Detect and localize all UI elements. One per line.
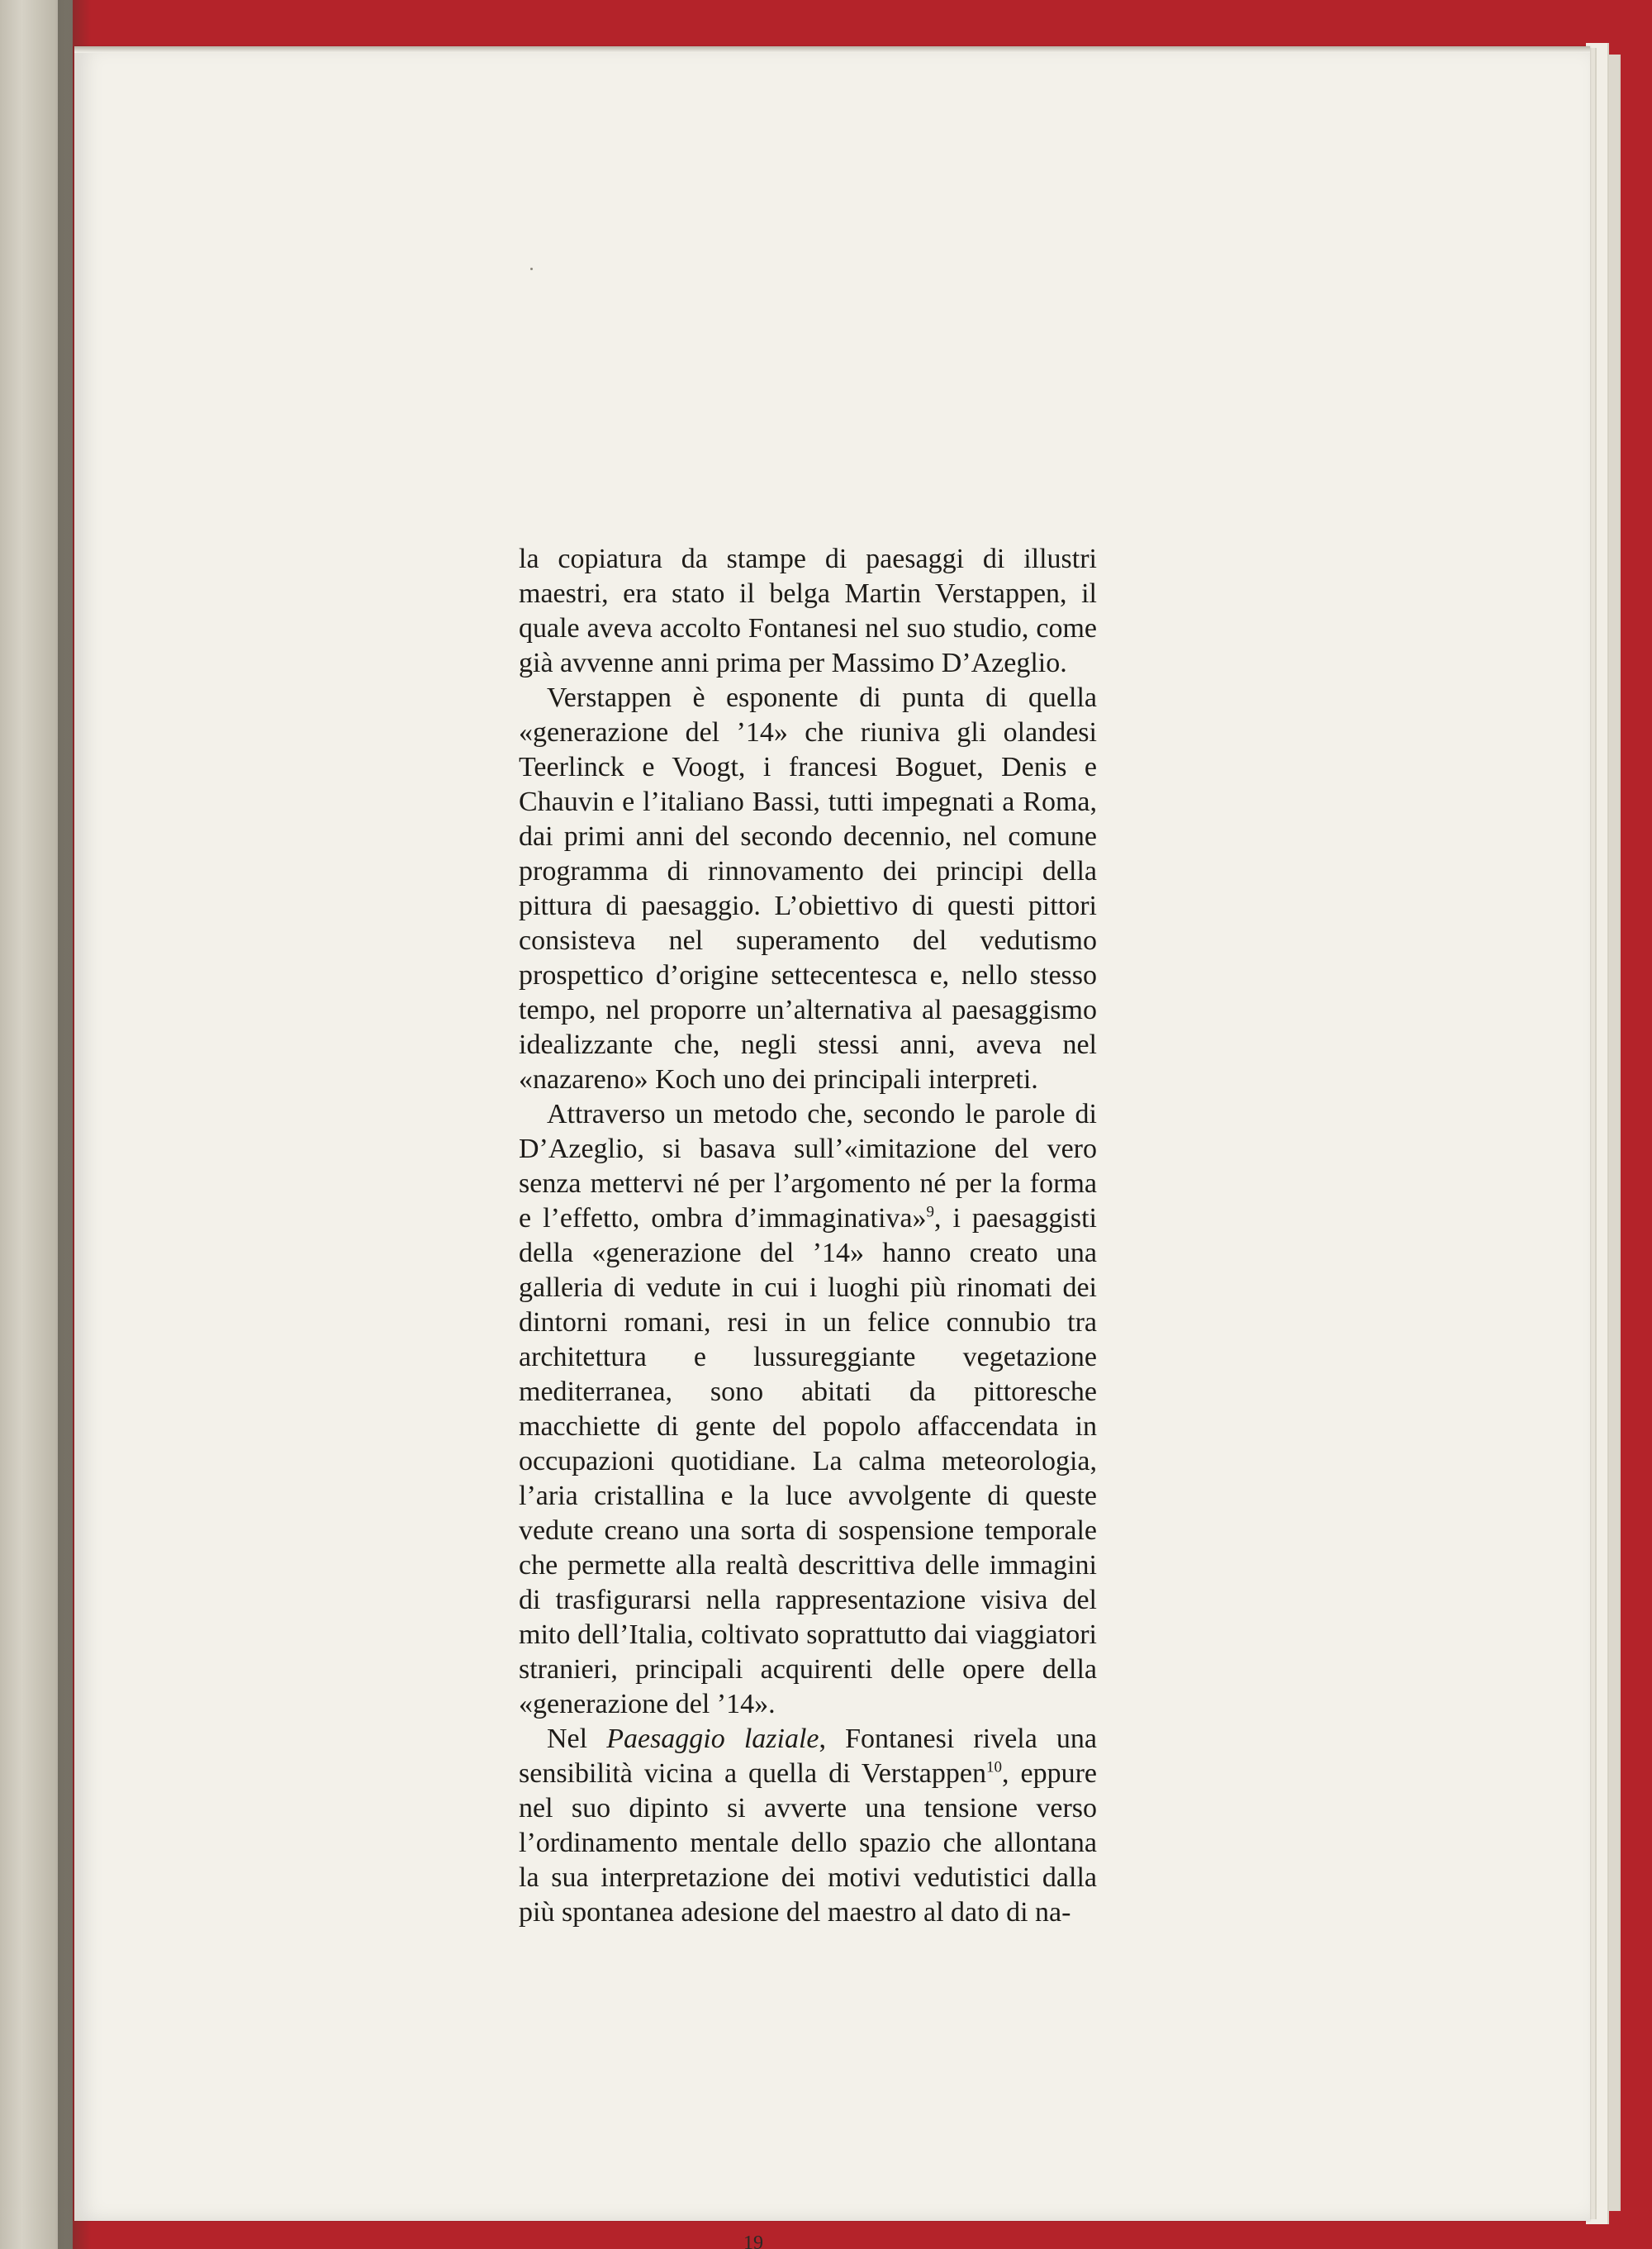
footnote-marker: 10 [985,1758,1002,1776]
body-text [519,542,1097,1930]
page-number: 19 [743,2232,763,2249]
paragraph [519,1097,1097,1722]
paragraph [519,681,1097,1097]
paragraph-text: , eppure nel suo dipinto si avverte una tensione verso l’ordinamento mentale dello spazio che allontana la sua interpretazione dei motivi vedutistici dalla più spontanea adesione del maestro al dato di na- [519,1758,1097,1928]
paragraph-text: Nel [547,1724,607,1754]
footnote-marker: 9 [926,1203,935,1221]
paragraph-text: la copiatura da stampe di paesaggi di illustri maestri, era stato il belga Martin Verstappen, il quale aveva accolto Fontanesi nel suo studio, come già avvenne anni prima per Massimo D’Azeglio. [519,544,1097,678]
paragraph-text: , Fontanesi rivela una sensibilità vicina a quella di Verstappen [519,1724,1098,1789]
paragraph-text: Verstappen è esponente di punta di quella «generazione del ’14» che riuniva gli olandesi Teerlinck e Voogt, i francesi Boguet, Denis e Chauvin e l’italiano Bassi, tutti impegnati a Roma, dai primi anni del secondo decennio, nel comune programma di rinnovamento dei principi della pittura di paesaggio. L’obiettivo di questi pittori consisteva nel superamento del vedutismo prospettico d’origine settecentesca e, nello stesso tempo, nel proporre un’alternativa al paesaggismo idealizzante che, negli stessi anni, aveva nel «nazareno» Koch uno dei principali interpreti. [519,682,1097,1095]
paragraph [519,1722,1097,1930]
artwork-title: Paesaggio laziale [606,1724,819,1754]
paragraph [519,542,1097,681]
paper-speck [530,268,533,270]
book-page [74,46,1590,2221]
page-top-edge [74,46,1590,53]
paragraph-text: Attraverso un metodo che, secondo le parole di D’Azeglio, si basava sull’«imitazione del vero senza mettervi né per l’argomento né per la forma e l’effetto, ombra d’immaginativa» [519,1099,1097,1234]
paragraph-text: , i paesaggisti della «generazione del ’14» hanno creato una galleria di vedute in cui i luoghi più rinomati dei dintorni romani, resi in un felice connubio tra architettura e lussureggiante vegetazione mediterranea, sono abitati da pittoresche macchiette di gente del popolo affaccendata in occupazioni quotidiane. La calma meteorologia, l’aria cristallina e la luce avvolgente di queste vedute creano una sorta di sospensione temporale che permette alla realtà descrittiva delle immagini di trasfigurarsi nella rappresentazione visiva del mito dell’Italia, coltivato soprattutto dai viaggiatori stranieri, principali acquirenti delle opere della «generazione del ’14». [519,1203,1097,1719]
